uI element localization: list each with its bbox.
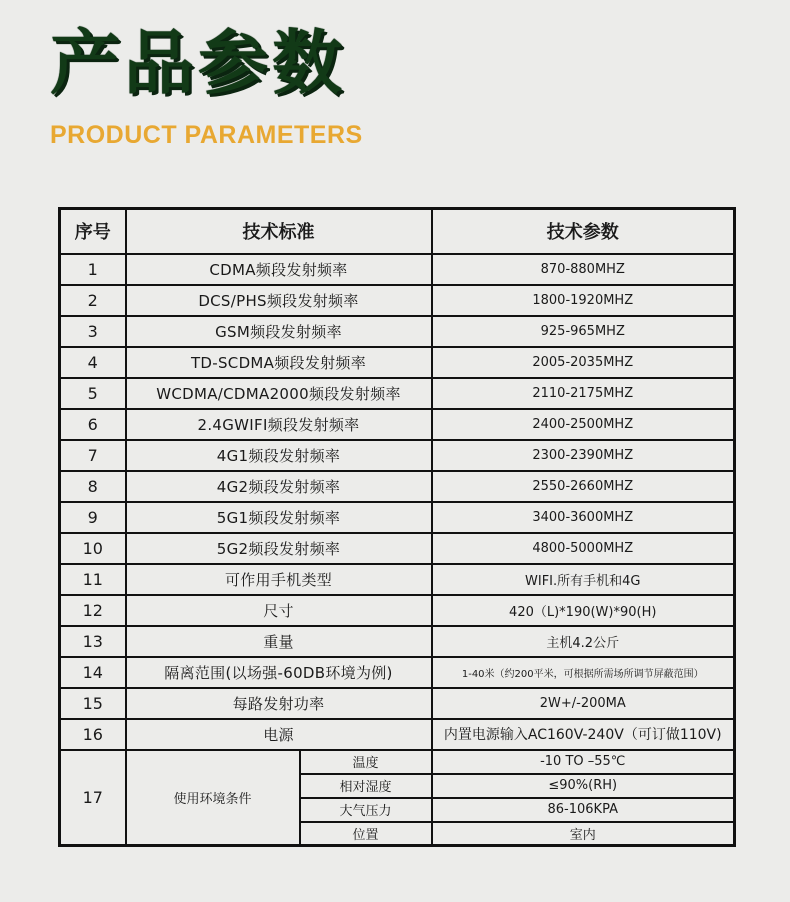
row-index: 6: [60, 409, 126, 440]
row-standard: 可作用手机类型: [126, 564, 432, 595]
table-row: [60, 254, 735, 285]
row-standard: 重量: [126, 626, 432, 657]
table-row: [60, 347, 735, 378]
header-index: 序号: [60, 209, 126, 254]
row-index: 1: [60, 254, 126, 285]
header-standard: 技术标准: [126, 209, 432, 254]
condition-value: 室内: [432, 822, 735, 846]
row-standard: TD-SCDMA频段发射频率: [126, 347, 432, 378]
row-value: 2W+/-200MA: [432, 688, 735, 719]
row-index: 7: [60, 440, 126, 471]
condition-value: ≤90%(RH): [432, 774, 735, 798]
condition-value: -10 TO –55℃: [432, 750, 735, 774]
row-value: 2110-2175MHZ: [432, 378, 735, 409]
row-standard: 电源: [126, 719, 432, 750]
row-value: 2550-2660MHZ: [432, 471, 735, 502]
table-row: [60, 688, 735, 719]
row-standard: 2.4GWIFI频段发射频率: [126, 409, 432, 440]
row-index: 11: [60, 564, 126, 595]
row-value: WIFI.所有手机和4G: [432, 564, 735, 595]
row-value: 主机4.2公斤: [432, 626, 735, 657]
row-index: 12: [60, 595, 126, 626]
row-index: 15: [60, 688, 126, 719]
table-row: [60, 378, 735, 409]
row-standard: 4G1频段发射频率: [126, 440, 432, 471]
page-title: 产品参数: [50, 22, 346, 104]
table-row: [60, 626, 735, 657]
table-row: [60, 285, 735, 316]
row-value: 2400-2500MHZ: [432, 409, 735, 440]
row-index: 9: [60, 502, 126, 533]
row-index: 3: [60, 316, 126, 347]
row-value: 3400-3600MHZ: [432, 502, 735, 533]
table-row: [60, 502, 735, 533]
table-row: [60, 564, 735, 595]
condition-value: 86-106KPA: [432, 798, 735, 822]
condition-name: 相对湿度: [300, 774, 432, 798]
row-standard: 尺寸: [126, 595, 432, 626]
row-standard: 隔离范围(以场强-60DB环境为例): [126, 657, 432, 688]
table-header-row: [60, 209, 735, 254]
row-index: 8: [60, 471, 126, 502]
row-value: 2005-2035MHZ: [432, 347, 735, 378]
row-value: 870-880MHZ: [432, 254, 735, 285]
condition-name: 位置: [300, 822, 432, 846]
row-value: 420（L)*190(W)*90(H): [432, 595, 735, 626]
row-standard: 5G1频段发射频率: [126, 502, 432, 533]
row-index: 13: [60, 626, 126, 657]
table-row: [60, 440, 735, 471]
row-standard: DCS/PHS频段发射频率: [126, 285, 432, 316]
header-parameter: 技术参数: [432, 209, 735, 254]
table-row-conditions: [60, 750, 735, 774]
row-standard: 每路发射功率: [126, 688, 432, 719]
table-row: [60, 533, 735, 564]
table-row: [60, 595, 735, 626]
row-index: 16: [60, 719, 126, 750]
row-index: 2: [60, 285, 126, 316]
row-value: 4800-5000MHZ: [432, 533, 735, 564]
row-index: 14: [60, 657, 126, 688]
row-index: 4: [60, 347, 126, 378]
table-row: [60, 316, 735, 347]
row-index: 5: [60, 378, 126, 409]
table-row: [60, 657, 735, 688]
conditions-index: 17: [60, 750, 126, 846]
row-value: 1-40米（约200平米，可根据所需场所调节屏蔽范围）: [432, 657, 735, 688]
row-value: 2300-2390MHZ: [432, 440, 735, 471]
row-standard: WCDMA/CDMA2000频段发射频率: [126, 378, 432, 409]
row-value: 925-965MHZ: [432, 316, 735, 347]
row-index: 10: [60, 533, 126, 564]
condition-name: 温度: [300, 750, 432, 774]
table-row: [60, 719, 735, 750]
row-value: 内置电源输入AC160V-240V（可订做110V): [432, 719, 735, 750]
table-row: [60, 471, 735, 502]
condition-name: 大气压力: [300, 798, 432, 822]
spec-table: [58, 207, 736, 847]
row-standard: 4G2频段发射频率: [126, 471, 432, 502]
row-standard: 5G2频段发射频率: [126, 533, 432, 564]
row-standard: CDMA频段发射频率: [126, 254, 432, 285]
row-standard: GSM频段发射频率: [126, 316, 432, 347]
table-row: [60, 409, 735, 440]
row-value: 1800-1920MHZ: [432, 285, 735, 316]
page-subtitle: PRODUCT PARAMETERS: [50, 121, 363, 149]
conditions-label: 使用环境条件: [126, 750, 300, 846]
